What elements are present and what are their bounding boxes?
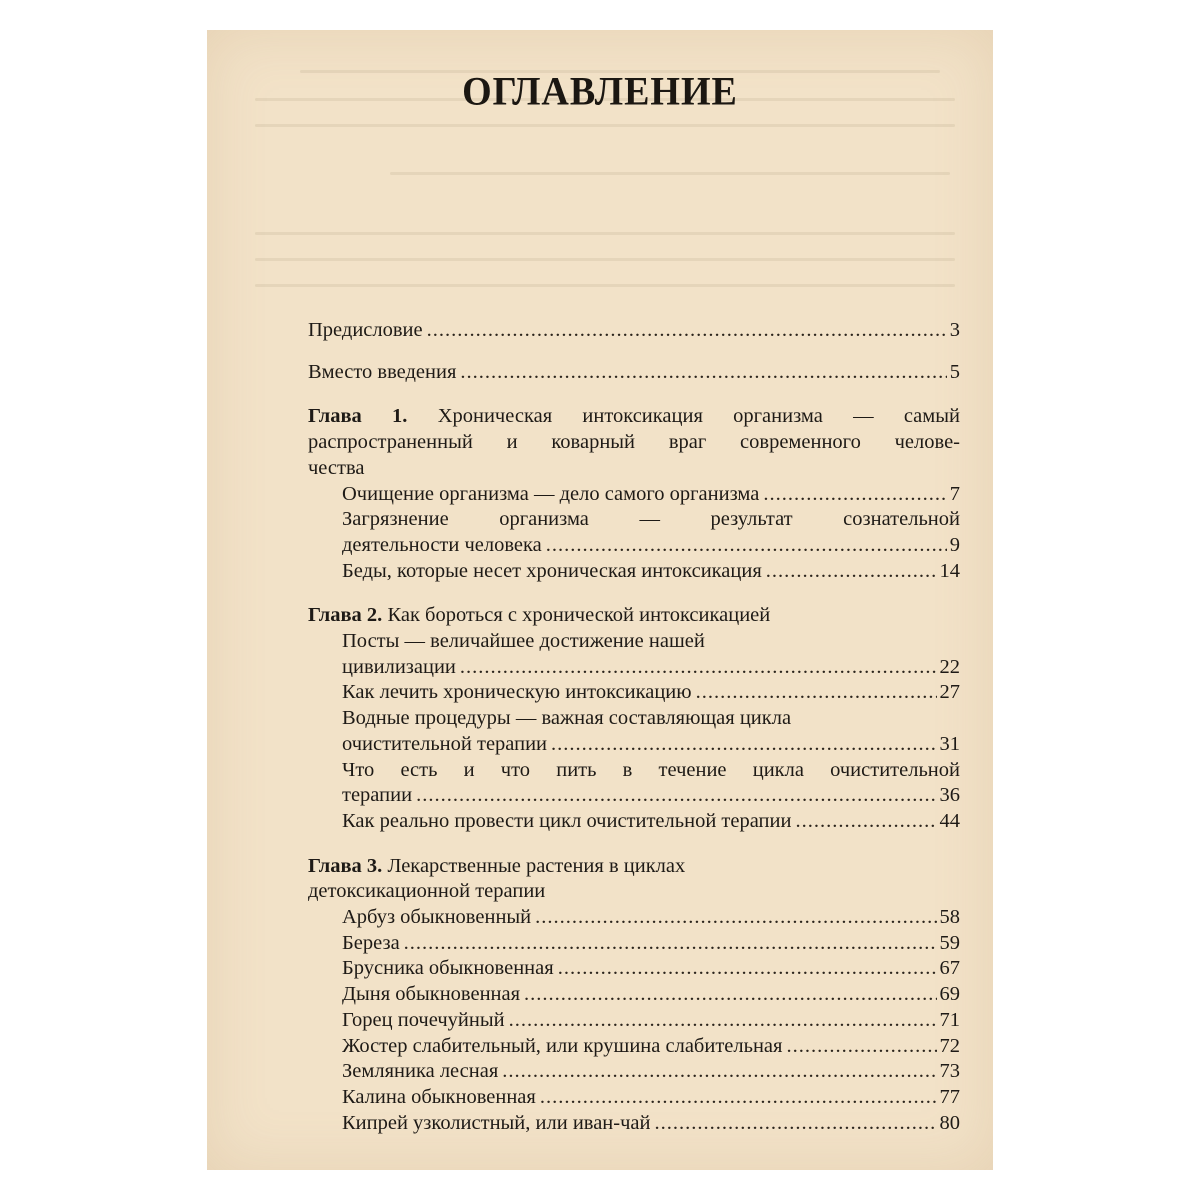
page-number: 69	[939, 983, 960, 1006]
page-number: 5	[949, 360, 960, 383]
toc-entry-preface[interactable]	[308, 318, 960, 344]
chapter-1-heading-cont: чества	[308, 456, 365, 479]
page-number: 9	[949, 533, 960, 556]
toc-entry[interactable]	[308, 809, 960, 835]
page-number: 22	[939, 655, 960, 678]
dot-leader	[460, 360, 946, 386]
toc-entry-text: Брусника обыкновенная	[342, 957, 554, 980]
chapter-1-heading-cont: распространенный и коварный враг современного челове-	[308, 431, 960, 454]
toc-entry-text: Горец почечуйный	[342, 1008, 505, 1031]
toc-entry[interactable]	[308, 680, 960, 706]
toc-entry-intro[interactable]	[308, 360, 960, 386]
page-title: ОГЛАВЛЕНИЕ	[462, 69, 738, 115]
toc-entry-text: Калина обыкновенная	[342, 1085, 536, 1108]
dot-leader	[696, 680, 937, 706]
chapter-label: Глава 2.	[308, 604, 383, 627]
toc-entry-line1[interactable]: Что есть и что пить в течение цикла очистительной	[342, 758, 960, 781]
dot-leader	[460, 655, 937, 681]
dot-leader	[535, 905, 936, 931]
dot-leader	[404, 931, 937, 957]
toc-entry-line1[interactable]: Посты — величайшее достижение нашей	[342, 630, 705, 653]
chapter-title: Лекарственные растения в циклах	[387, 854, 686, 877]
page-number: 58	[939, 906, 960, 929]
toc-entry[interactable]	[308, 559, 960, 585]
toc-entry-text: цивилизации	[342, 655, 456, 678]
dot-leader	[654, 1111, 936, 1137]
page-number: 72	[939, 1034, 960, 1057]
toc-entry-text: Жостер слабительный, или крушина слабительная	[342, 1034, 783, 1057]
toc-entry-text: очистительной терапии	[342, 732, 548, 755]
dot-leader	[558, 956, 937, 982]
toc-entry[interactable]	[308, 482, 960, 508]
toc-entry-text: Дыня обыкновенная	[342, 983, 521, 1006]
chapter-label: Глава 1.	[308, 405, 408, 428]
chapter-label: Глава 3.	[308, 854, 383, 877]
dot-leader	[786, 1034, 936, 1060]
dot-leader	[763, 482, 946, 508]
show-through-line	[390, 172, 950, 175]
dot-leader	[546, 533, 947, 559]
chapter-1-heading[interactable]	[308, 404, 960, 430]
dot-leader	[551, 732, 936, 758]
show-through-line	[255, 232, 955, 235]
toc-entry[interactable]	[308, 982, 960, 1008]
page-number: 7	[949, 482, 960, 505]
toc-entry-text: деятельности человека	[342, 533, 542, 556]
toc-entry[interactable]	[308, 1059, 960, 1085]
page-number: 77	[939, 1085, 960, 1108]
chapter-2-heading[interactable]	[308, 603, 960, 629]
page-number: 27	[939, 681, 960, 704]
table-of-contents	[308, 318, 960, 1136]
toc-entry[interactable]	[308, 732, 960, 758]
page-number: 73	[939, 1060, 960, 1083]
toc-entry-text: Как лечить хроническую интоксикацию	[342, 681, 692, 704]
page-number: 3	[949, 319, 960, 341]
toc-entry-line1[interactable]: Загрязнение организма — результат сознательной	[342, 508, 960, 531]
toc-entry-text: Кипрей узколистный, или иван-чай	[342, 1111, 651, 1134]
page-number: 36	[939, 784, 960, 807]
toc-entry[interactable]	[308, 783, 960, 809]
toc-entry[interactable]	[308, 533, 960, 559]
chapter-title: Как бороться с хронической интоксикацией	[387, 604, 771, 627]
dot-leader	[795, 809, 936, 835]
chapter-title: Хроническая интоксикация организма — самый	[437, 405, 960, 428]
show-through-line	[255, 124, 955, 127]
toc-entry[interactable]	[308, 1034, 960, 1060]
chapter-3	[308, 854, 960, 1137]
toc-entry-text: Предисловие	[308, 319, 423, 341]
toc-entry-text: терапии	[342, 784, 413, 807]
page-number: 67	[939, 957, 960, 980]
toc-entry-text: Береза	[342, 931, 400, 954]
dot-leader	[509, 1008, 937, 1034]
dot-leader	[766, 559, 937, 585]
page-number: 31	[939, 732, 960, 755]
toc-entry-text: Вместо введения	[308, 360, 457, 383]
toc-entry-text: Как реально провести цикл очистительной терапии	[342, 809, 792, 832]
page-number: 44	[939, 809, 960, 832]
chapter-3-heading[interactable]	[308, 854, 960, 880]
dot-leader	[416, 783, 936, 809]
dot-leader	[427, 318, 947, 344]
toc-entry[interactable]	[308, 905, 960, 931]
dot-leader	[502, 1059, 936, 1085]
toc-entry-text: Арбуз обыкновенный	[342, 906, 532, 929]
toc-entry[interactable]	[308, 931, 960, 957]
toc-entry-line1[interactable]: Водные процедуры — важная составляющая цикла	[342, 707, 792, 730]
chapter-1	[308, 404, 960, 584]
page-number: 71	[939, 1008, 960, 1031]
page-number: 80	[939, 1111, 960, 1134]
chapter-2	[308, 603, 960, 834]
toc-entry[interactable]	[308, 1111, 960, 1137]
toc-entry-text: Земляника лесная	[342, 1060, 499, 1083]
toc-entry[interactable]	[308, 655, 960, 681]
toc-entry[interactable]	[308, 1008, 960, 1034]
toc-entry[interactable]	[308, 1085, 960, 1111]
show-through-line	[255, 258, 955, 261]
toc-entry-text: Очищение организма — дело самого организма	[342, 482, 760, 505]
show-through-line	[255, 284, 955, 287]
dot-leader	[524, 982, 936, 1008]
chapter-3-heading-cont: детоксикационной терапии	[308, 880, 546, 903]
page-number: 14	[939, 559, 960, 582]
toc-entry-text: Беды, которые несет хроническая интоксикация	[342, 559, 762, 582]
dot-leader	[540, 1085, 937, 1111]
toc-entry[interactable]	[308, 956, 960, 982]
page-number: 59	[939, 931, 960, 954]
